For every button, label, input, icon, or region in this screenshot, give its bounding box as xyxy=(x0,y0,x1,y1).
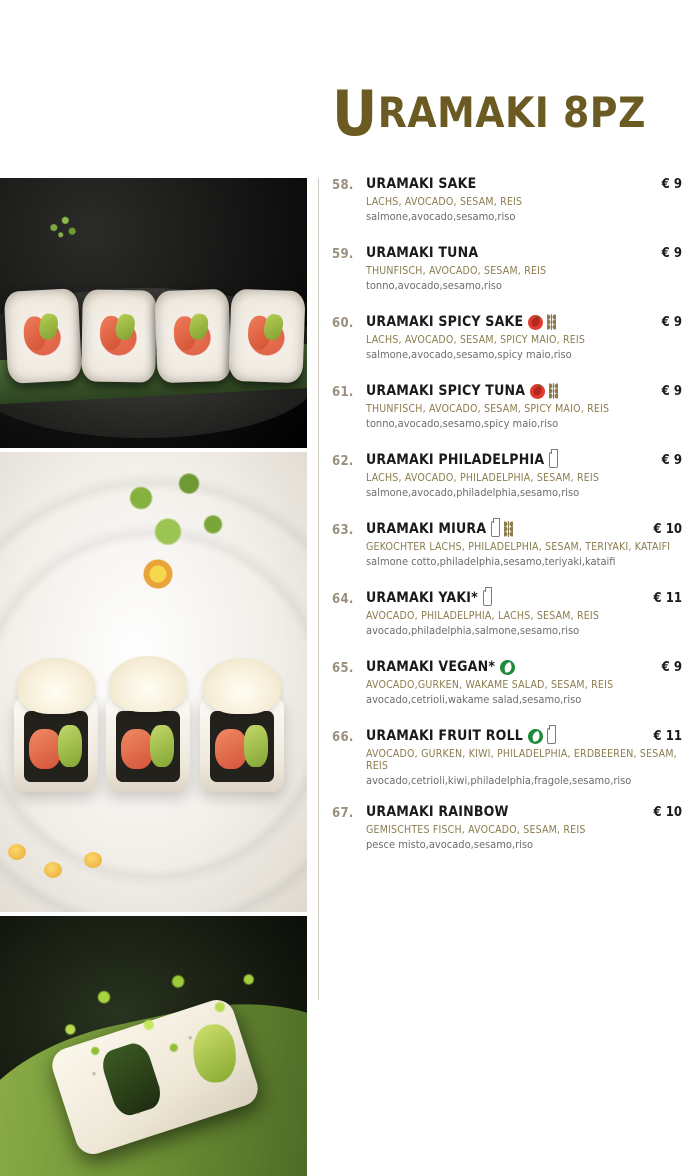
item-price: € 10 xyxy=(653,805,682,820)
item-description-de: THUNFISCH, AVOCADO, SESAM, SPICY MAIO, REIS xyxy=(366,403,610,415)
item-number: 66. xyxy=(332,730,354,745)
item-name-wrap xyxy=(366,245,483,261)
sushi-roll xyxy=(81,289,157,382)
menu-content xyxy=(332,0,699,1122)
item-description-it: avocado,philadelphia,salmone,sesamo,riso xyxy=(366,624,580,637)
chili-icon xyxy=(528,315,543,330)
page-title-rest: RAMAKI 8PZ xyxy=(377,88,646,138)
sauce-dot xyxy=(8,844,26,860)
item-description-it: tonno,avocado,sesamo,spicy maio,riso xyxy=(366,417,559,430)
item-name-wrap xyxy=(366,176,481,192)
milk-icon xyxy=(547,728,556,744)
item-description-it: pesce misto,avocado,sesamo,riso xyxy=(366,838,534,851)
item-name: URAMAKI SPICY SAKE xyxy=(366,314,524,330)
item-price: € 10 xyxy=(653,522,682,537)
item-description-de: LACHS, AVOCADO, SESAM, REIS xyxy=(366,196,523,208)
wheat-icon xyxy=(549,383,558,399)
item-name: URAMAKI TUNA xyxy=(366,245,479,261)
item-name-wrap xyxy=(366,590,492,606)
item-name: URAMAKI RAINBOW xyxy=(366,804,509,820)
item-number: 62. xyxy=(332,454,354,469)
item-header xyxy=(366,659,682,675)
item-description-de: AVOCADO,GURKEN, WAKAME SALAD, SESAM, REIS xyxy=(366,679,614,691)
item-header xyxy=(366,728,682,744)
item-header xyxy=(366,245,682,261)
item-name-wrap xyxy=(366,728,556,744)
item-description-it: salmone,avocado,sesamo,spicy maio,riso xyxy=(366,348,572,361)
item-header xyxy=(366,452,682,468)
menu-item xyxy=(332,176,682,228)
menu-item xyxy=(332,521,682,573)
vegan-icon xyxy=(528,729,543,744)
wheat-icon xyxy=(547,314,556,330)
item-number: 61. xyxy=(332,385,354,400)
item-description-de: GEKOCHTER LACHS, PHILADELPHIA, SESAM, TERIYAKI, KATAIFI xyxy=(366,541,671,553)
item-icons xyxy=(549,452,558,468)
item-name-wrap xyxy=(366,659,515,675)
item-icons xyxy=(528,314,556,330)
item-price: € 9 xyxy=(661,384,682,399)
item-icons xyxy=(528,728,556,744)
item-name: URAMAKI FRUIT ROLL xyxy=(366,728,524,744)
menu-list xyxy=(332,176,682,873)
chili-icon xyxy=(530,384,545,399)
item-header xyxy=(366,804,682,820)
item-name: URAMAKI MIURA xyxy=(366,521,487,537)
item-header xyxy=(366,314,682,330)
item-number: 59. xyxy=(332,247,354,262)
sauce-dot xyxy=(44,862,62,878)
sushi-roll xyxy=(4,288,83,384)
item-price: € 9 xyxy=(661,453,682,468)
item-description-de: THUNFISCH, AVOCADO, SESAM, REIS xyxy=(366,265,547,277)
menu-item xyxy=(332,314,682,366)
item-name: URAMAKI VEGAN* xyxy=(366,659,496,675)
menu-item xyxy=(332,590,682,642)
menu-item xyxy=(332,728,682,787)
item-description-it: salmone,avocado,sesamo,riso xyxy=(366,210,516,223)
cream-cheese-rosette xyxy=(203,658,281,714)
milk-icon xyxy=(491,521,500,537)
sauce-dot xyxy=(84,852,102,868)
item-number: 67. xyxy=(332,806,354,821)
item-name-wrap xyxy=(366,452,558,468)
item-icons xyxy=(500,660,515,675)
item-name: URAMAKI SAKE xyxy=(366,176,477,192)
menu-item xyxy=(332,804,682,856)
item-description-de: AVOCADO, PHILADELPHIA, LACHS, SESAM, REIS xyxy=(366,610,600,622)
item-description-de: LACHS, AVOCADO, SESAM, SPICY MAIO, REIS xyxy=(366,334,586,346)
item-name-wrap xyxy=(366,804,514,820)
item-description-de: LACHS, AVOCADO, PHILADELPHIA, SESAM, REIS xyxy=(366,472,600,484)
item-description-it: tonno,avocado,sesamo,riso xyxy=(366,279,502,292)
herb-garnish xyxy=(40,206,86,242)
page-title xyxy=(332,77,646,151)
item-description-de: GEMISCHTES FISCH, AVOCADO, SESAM, REIS xyxy=(366,824,586,836)
item-name-wrap xyxy=(366,314,556,330)
item-price: € 9 xyxy=(661,177,682,192)
vegan-icon xyxy=(500,660,515,675)
page-title-initial: U xyxy=(332,77,378,151)
photo-column xyxy=(0,178,307,1000)
item-description-it: avocado,cetrioli,kiwi,philadelphia,fragole,sesamo,riso xyxy=(366,774,632,787)
item-price: € 9 xyxy=(661,246,682,261)
item-header xyxy=(366,176,682,192)
photo-uramaki-salmon-dark-plate xyxy=(0,178,307,448)
item-price: € 9 xyxy=(661,315,682,330)
menu-item xyxy=(332,659,682,711)
item-price: € 9 xyxy=(661,660,682,675)
item-name-wrap xyxy=(366,521,513,537)
photo-uramaki-seaweed-green xyxy=(0,916,307,1176)
item-name-wrap xyxy=(366,383,558,399)
item-price: € 11 xyxy=(653,591,682,606)
column-divider xyxy=(318,178,319,1000)
nasturtium-flower xyxy=(128,548,188,600)
item-icons xyxy=(483,590,492,606)
sushi-roll xyxy=(154,289,231,384)
cream-cheese-rosette xyxy=(17,658,95,714)
item-description-it: salmone,avocado,philadelphia,sesamo,riso xyxy=(366,486,580,499)
sushi-roll xyxy=(228,289,305,384)
menu-item xyxy=(332,245,682,297)
item-header xyxy=(366,590,682,606)
item-icons xyxy=(491,521,513,537)
item-number: 64. xyxy=(332,592,354,607)
item-number: 65. xyxy=(332,661,354,676)
item-name: URAMAKI PHILADELPHIA xyxy=(366,452,545,468)
menu-item xyxy=(332,452,682,504)
milk-icon xyxy=(483,590,492,606)
menu-item xyxy=(332,383,682,435)
photo-uramaki-philadelphia-white-plate xyxy=(0,452,307,912)
item-description-it: salmone cotto,philadelphia,sesamo,teriyaki,kataifi xyxy=(366,555,616,568)
item-name: URAMAKI YAKI* xyxy=(366,590,478,606)
item-price: € 11 xyxy=(653,729,682,744)
item-number: 58. xyxy=(332,178,354,193)
item-number: 60. xyxy=(332,316,354,331)
item-icons xyxy=(530,383,558,399)
wheat-icon xyxy=(504,521,513,537)
item-description-de: AVOCADO, GURKEN, KIWI, PHILADELPHIA, ERDBEEREN, SESAM, REIS xyxy=(366,748,677,772)
item-description-it: avocado,cetrioli,wakame salad,sesamo,riso xyxy=(366,693,582,706)
milk-icon xyxy=(549,452,558,468)
cream-cheese-rosette xyxy=(109,656,187,712)
item-name: URAMAKI SPICY TUNA xyxy=(366,383,526,399)
item-header xyxy=(366,383,682,399)
item-header xyxy=(366,521,682,537)
item-number: 63. xyxy=(332,523,354,538)
